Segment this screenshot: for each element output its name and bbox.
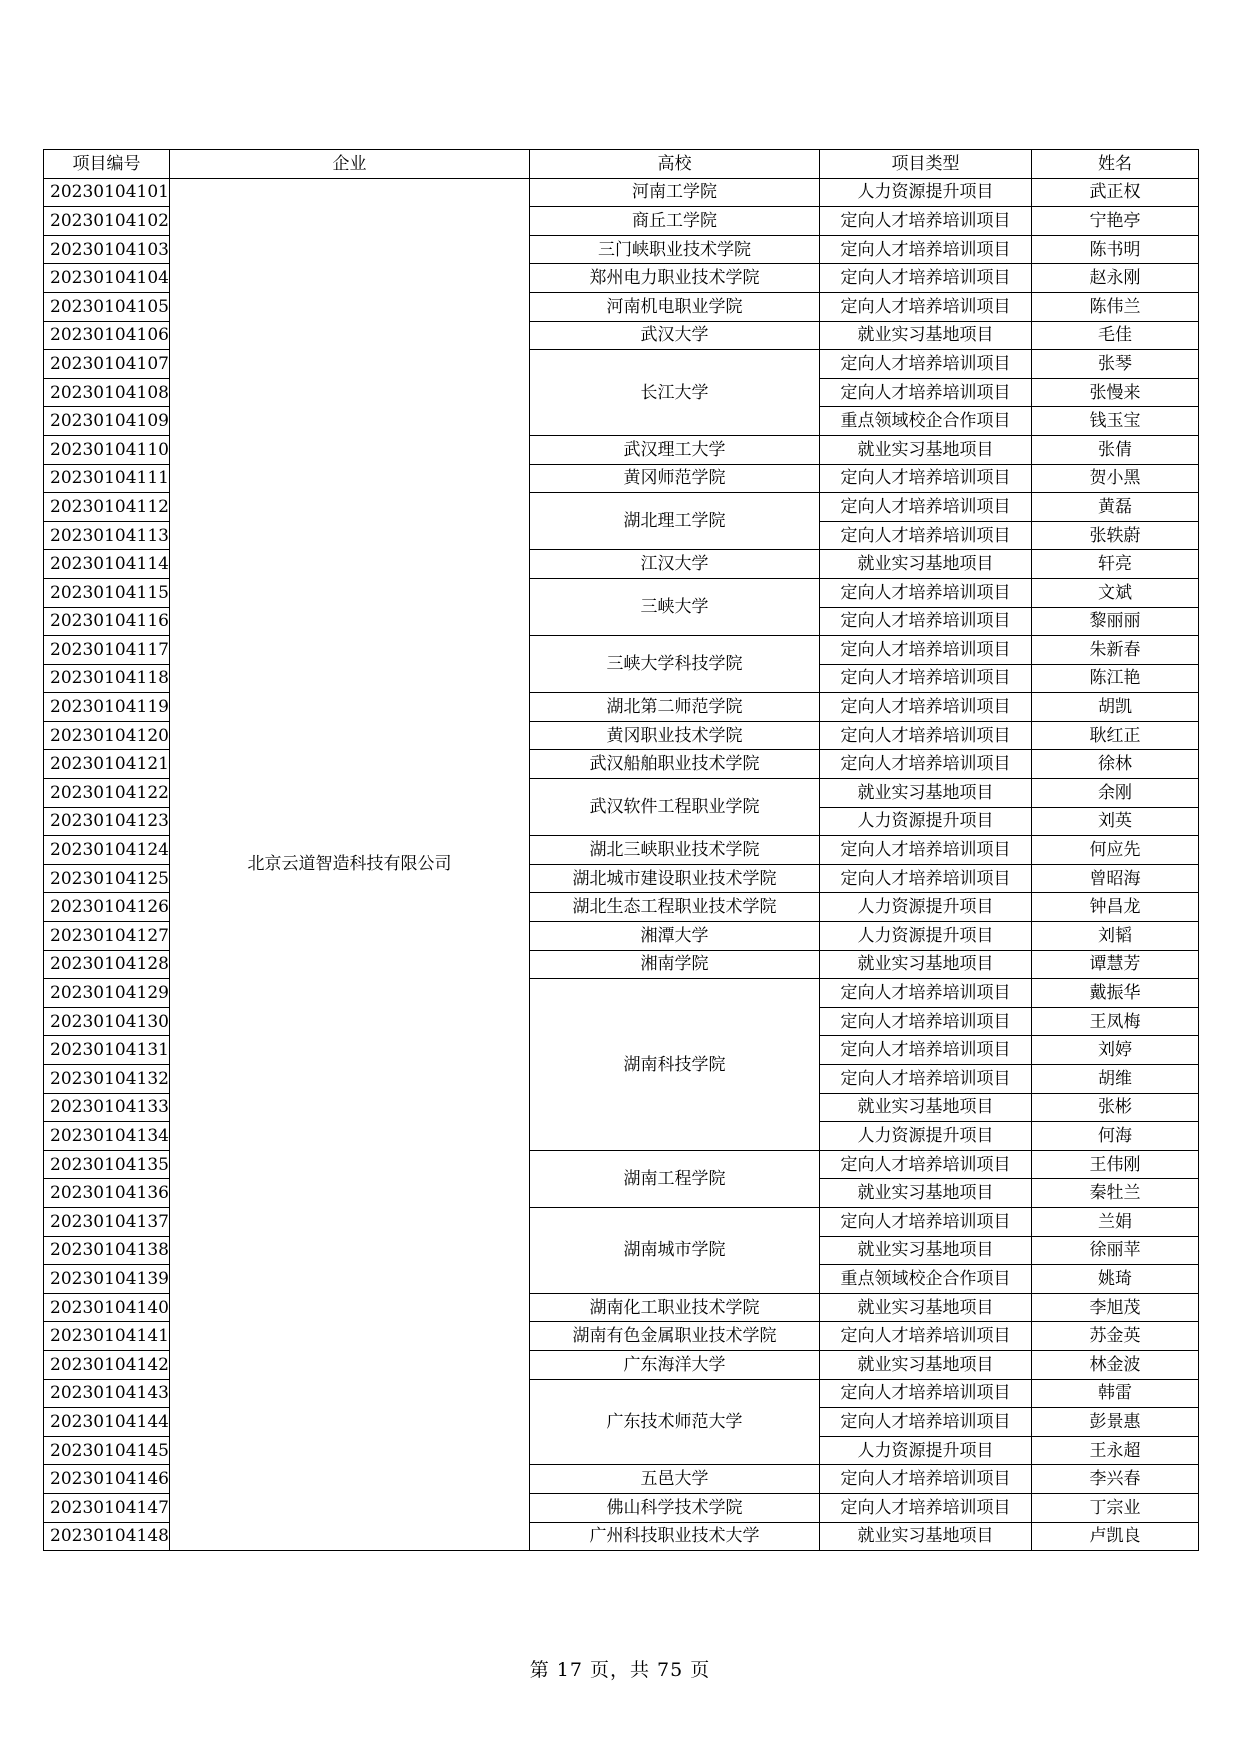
project-id-cell: 20230104119: [44, 693, 170, 722]
person-name-cell: 胡维: [1032, 1065, 1199, 1094]
person-name-cell: 卢凯良: [1032, 1522, 1199, 1551]
project-type-cell: 就业实习基地项目: [820, 1350, 1032, 1379]
project-type-cell: 就业实习基地项目: [820, 950, 1032, 979]
project-id-cell: 20230104106: [44, 321, 170, 350]
university-cell: 湖北第二师范学院: [530, 693, 820, 722]
person-name-cell: 朱新春: [1032, 636, 1199, 665]
project-id-cell: 20230104134: [44, 1122, 170, 1151]
project-type-cell: 定向人才培养培训项目: [820, 350, 1032, 379]
university-cell: 三峡大学科技学院: [530, 636, 820, 693]
project-id-cell: 20230104123: [44, 807, 170, 836]
person-name-cell: 钟昌龙: [1032, 893, 1199, 922]
project-id-cell: 20230104138: [44, 1236, 170, 1265]
project-id-cell: 20230104114: [44, 550, 170, 579]
university-cell: 湖南化工职业技术学院: [530, 1293, 820, 1322]
project-type-cell: 定向人才培养培训项目: [820, 235, 1032, 264]
project-id-cell: 20230104102: [44, 207, 170, 236]
project-type-cell: 定向人才培养培训项目: [820, 1493, 1032, 1522]
project-id-cell: 20230104143: [44, 1379, 170, 1408]
university-cell: 商丘工学院: [530, 207, 820, 236]
person-name-cell: 刘婷: [1032, 1036, 1199, 1065]
project-type-cell: 定向人才培养培训项目: [820, 292, 1032, 321]
person-name-cell: 刘韬: [1032, 922, 1199, 951]
project-id-cell: 20230104137: [44, 1207, 170, 1236]
person-name-cell: 苏金英: [1032, 1322, 1199, 1351]
project-id-cell: 20230104148: [44, 1522, 170, 1551]
university-cell: 广东海洋大学: [530, 1350, 820, 1379]
person-name-cell: 刘英: [1032, 807, 1199, 836]
university-cell: 湖北城市建设职业技术学院: [530, 864, 820, 893]
project-type-cell: 就业实习基地项目: [820, 435, 1032, 464]
project-id-cell: 20230104136: [44, 1179, 170, 1208]
person-name-cell: 徐丽苹: [1032, 1236, 1199, 1265]
person-name-cell: 钱玉宝: [1032, 407, 1199, 436]
university-cell: 黄冈职业技术学院: [530, 721, 820, 750]
university-cell: 郑州电力职业技术学院: [530, 264, 820, 293]
project-id-cell: 20230104109: [44, 407, 170, 436]
person-name-cell: 张彬: [1032, 1093, 1199, 1122]
header-project-type: 项目类型: [820, 150, 1032, 179]
project-id-cell: 20230104147: [44, 1493, 170, 1522]
table-row: [44, 178, 1199, 207]
project-id-cell: 20230104145: [44, 1436, 170, 1465]
project-id-cell: 20230104108: [44, 378, 170, 407]
person-name-cell: 李兴春: [1032, 1465, 1199, 1494]
project-type-cell: 重点领域校企合作项目: [820, 1265, 1032, 1294]
project-id-cell: 20230104105: [44, 292, 170, 321]
person-name-cell: 谭慧芳: [1032, 950, 1199, 979]
person-name-cell: 秦牡兰: [1032, 1179, 1199, 1208]
enterprise-cell: 北京云道智造科技有限公司: [170, 178, 530, 1551]
project-type-cell: 就业实习基地项目: [820, 321, 1032, 350]
university-cell: 武汉船舶职业技术学院: [530, 750, 820, 779]
university-cell: 湘潭大学: [530, 922, 820, 951]
project-id-cell: 20230104110: [44, 435, 170, 464]
project-id-cell: 20230104117: [44, 636, 170, 665]
person-name-cell: 陈江艳: [1032, 664, 1199, 693]
project-type-cell: 定向人才培养培训项目: [820, 1379, 1032, 1408]
person-name-cell: 何应先: [1032, 836, 1199, 865]
university-cell: 湖北理工学院: [530, 493, 820, 550]
project-id-cell: 20230104141: [44, 1322, 170, 1351]
university-cell: 湖北生态工程职业技术学院: [530, 893, 820, 922]
project-type-cell: 就业实习基地项目: [820, 1236, 1032, 1265]
header-name: 姓名: [1032, 150, 1199, 179]
project-id-cell: 20230104120: [44, 721, 170, 750]
university-cell: 武汉大学: [530, 321, 820, 350]
person-name-cell: 丁宗业: [1032, 1493, 1199, 1522]
person-name-cell: 王永超: [1032, 1436, 1199, 1465]
project-id-cell: 20230104101: [44, 178, 170, 207]
university-cell: 佛山科学技术学院: [530, 1493, 820, 1522]
project-type-cell: 人力资源提升项目: [820, 178, 1032, 207]
project-type-cell: 定向人才培养培训项目: [820, 1007, 1032, 1036]
project-id-cell: 20230104113: [44, 521, 170, 550]
project-id-cell: 20230104124: [44, 836, 170, 865]
project-id-cell: 20230104104: [44, 264, 170, 293]
project-id-cell: 20230104116: [44, 607, 170, 636]
university-cell: 五邑大学: [530, 1465, 820, 1494]
project-type-cell: 人力资源提升项目: [820, 1436, 1032, 1465]
university-cell: 河南机电职业学院: [530, 292, 820, 321]
project-type-cell: 定向人才培养培训项目: [820, 1065, 1032, 1094]
header-project-id: 项目编号: [44, 150, 170, 179]
person-name-cell: 李旭茂: [1032, 1293, 1199, 1322]
project-type-cell: 人力资源提升项目: [820, 1122, 1032, 1151]
person-name-cell: 文斌: [1032, 578, 1199, 607]
project-type-cell: 定向人才培养培训项目: [820, 264, 1032, 293]
university-cell: 长江大学: [530, 350, 820, 436]
university-cell: 湖北三峡职业技术学院: [530, 836, 820, 865]
project-id-cell: 20230104111: [44, 464, 170, 493]
university-cell: 武汉理工大学: [530, 435, 820, 464]
person-name-cell: 余刚: [1032, 779, 1199, 808]
project-id-cell: 20230104115: [44, 578, 170, 607]
project-type-cell: 就业实习基地项目: [820, 550, 1032, 579]
project-id-cell: 20230104146: [44, 1465, 170, 1494]
person-name-cell: 张琴: [1032, 350, 1199, 379]
project-type-cell: 定向人才培养培训项目: [820, 636, 1032, 665]
person-name-cell: 张慢来: [1032, 378, 1199, 407]
project-id-cell: 20230104129: [44, 979, 170, 1008]
university-cell: 湖南有色金属职业技术学院: [530, 1322, 820, 1351]
project-type-cell: 定向人才培养培训项目: [820, 607, 1032, 636]
person-name-cell: 姚琦: [1032, 1265, 1199, 1294]
person-name-cell: 胡凯: [1032, 693, 1199, 722]
university-cell: 湖南科技学院: [530, 979, 820, 1151]
page-number: 第 17 页，共 75 页: [529, 1659, 711, 1681]
project-id-cell: 20230104140: [44, 1293, 170, 1322]
project-type-cell: 定向人才培养培训项目: [820, 1465, 1032, 1494]
person-name-cell: 曾昭海: [1032, 864, 1199, 893]
project-id-cell: 20230104103: [44, 235, 170, 264]
person-name-cell: 陈书明: [1032, 235, 1199, 264]
person-name-cell: 宁艳亭: [1032, 207, 1199, 236]
person-name-cell: 贺小黑: [1032, 464, 1199, 493]
person-name-cell: 黄磊: [1032, 493, 1199, 522]
person-name-cell: 徐林: [1032, 750, 1199, 779]
university-cell: 河南工学院: [530, 178, 820, 207]
project-type-cell: 定向人才培养培训项目: [820, 378, 1032, 407]
university-cell: 江汉大学: [530, 550, 820, 579]
project-type-cell: 就业实习基地项目: [820, 1179, 1032, 1208]
project-type-cell: 定向人才培养培训项目: [820, 521, 1032, 550]
project-id-cell: 20230104107: [44, 350, 170, 379]
project-type-cell: 定向人才培养培训项目: [820, 750, 1032, 779]
project-type-cell: 就业实习基地项目: [820, 1093, 1032, 1122]
project-type-cell: 就业实习基地项目: [820, 1522, 1032, 1551]
project-type-cell: 就业实习基地项目: [820, 1293, 1032, 1322]
project-type-cell: 定向人才培养培训项目: [820, 1150, 1032, 1179]
project-id-cell: 20230104130: [44, 1007, 170, 1036]
project-type-cell: 定向人才培养培训项目: [820, 664, 1032, 693]
project-id-cell: 20230104121: [44, 750, 170, 779]
person-name-cell: 韩雷: [1032, 1379, 1199, 1408]
project-type-cell: 定向人才培养培训项目: [820, 836, 1032, 865]
header-university: 高校: [530, 150, 820, 179]
project-type-cell: 定向人才培养培训项目: [820, 721, 1032, 750]
university-cell: 广东技术师范大学: [530, 1379, 820, 1465]
person-name-cell: 陈伟兰: [1032, 292, 1199, 321]
project-type-cell: 定向人才培养培训项目: [820, 979, 1032, 1008]
project-type-cell: 定向人才培养培训项目: [820, 1207, 1032, 1236]
project-id-cell: 20230104139: [44, 1265, 170, 1294]
project-id-cell: 20230104142: [44, 1350, 170, 1379]
project-type-cell: 定向人才培养培训项目: [820, 1036, 1032, 1065]
project-type-cell: 定向人才培养培训项目: [820, 693, 1032, 722]
project-type-cell: 定向人才培养培训项目: [820, 1408, 1032, 1437]
project-id-cell: 20230104127: [44, 922, 170, 951]
university-cell: 湖南城市学院: [530, 1207, 820, 1293]
person-name-cell: 耿红正: [1032, 721, 1199, 750]
project-id-cell: 20230104128: [44, 950, 170, 979]
university-cell: 广州科技职业技术大学: [530, 1522, 820, 1551]
project-type-cell: 定向人才培养培训项目: [820, 493, 1032, 522]
project-id-cell: 20230104144: [44, 1408, 170, 1437]
project-type-cell: 人力资源提升项目: [820, 893, 1032, 922]
person-name-cell: 王凤梅: [1032, 1007, 1199, 1036]
project-type-cell: 定向人才培养培训项目: [820, 464, 1032, 493]
university-cell: 三峡大学: [530, 578, 820, 635]
university-cell: 湘南学院: [530, 950, 820, 979]
project-id-cell: 20230104135: [44, 1150, 170, 1179]
person-name-cell: 张倩: [1032, 435, 1199, 464]
person-name-cell: 赵永刚: [1032, 264, 1199, 293]
project-id-cell: 20230104133: [44, 1093, 170, 1122]
header-enterprise: 企业: [170, 150, 530, 179]
project-id-cell: 20230104125: [44, 864, 170, 893]
header-row: [44, 150, 1199, 179]
university-cell: 黄冈师范学院: [530, 464, 820, 493]
project-type-cell: 就业实习基地项目: [820, 779, 1032, 808]
project-id-cell: 20230104112: [44, 493, 170, 522]
university-cell: 武汉软件工程职业学院: [530, 779, 820, 836]
project-type-cell: 定向人才培养培训项目: [820, 578, 1032, 607]
project-id-cell: 20230104131: [44, 1036, 170, 1065]
project-type-cell: 定向人才培养培训项目: [820, 1322, 1032, 1351]
person-name-cell: 轩亮: [1032, 550, 1199, 579]
person-name-cell: 彭景惠: [1032, 1408, 1199, 1437]
project-id-cell: 20230104132: [44, 1065, 170, 1094]
project-type-cell: 定向人才培养培训项目: [820, 864, 1032, 893]
university-cell: 湖南工程学院: [530, 1150, 820, 1207]
person-name-cell: 何海: [1032, 1122, 1199, 1151]
project-id-cell: 20230104122: [44, 779, 170, 808]
university-cell: 三门峡职业技术学院: [530, 235, 820, 264]
person-name-cell: 王伟刚: [1032, 1150, 1199, 1179]
person-name-cell: 黎丽丽: [1032, 607, 1199, 636]
project-type-cell: 定向人才培养培训项目: [820, 207, 1032, 236]
person-name-cell: 兰娟: [1032, 1207, 1199, 1236]
person-name-cell: 张轶蔚: [1032, 521, 1199, 550]
person-name-cell: 戴振华: [1032, 979, 1199, 1008]
person-name-cell: 武正权: [1032, 178, 1199, 207]
project-type-cell: 重点领域校企合作项目: [820, 407, 1032, 436]
project-type-cell: 人力资源提升项目: [820, 807, 1032, 836]
project-table: [43, 149, 1199, 1551]
person-name-cell: 林金波: [1032, 1350, 1199, 1379]
person-name-cell: 毛佳: [1032, 321, 1199, 350]
project-type-cell: 人力资源提升项目: [820, 922, 1032, 951]
project-id-cell: 20230104126: [44, 893, 170, 922]
project-id-cell: 20230104118: [44, 664, 170, 693]
